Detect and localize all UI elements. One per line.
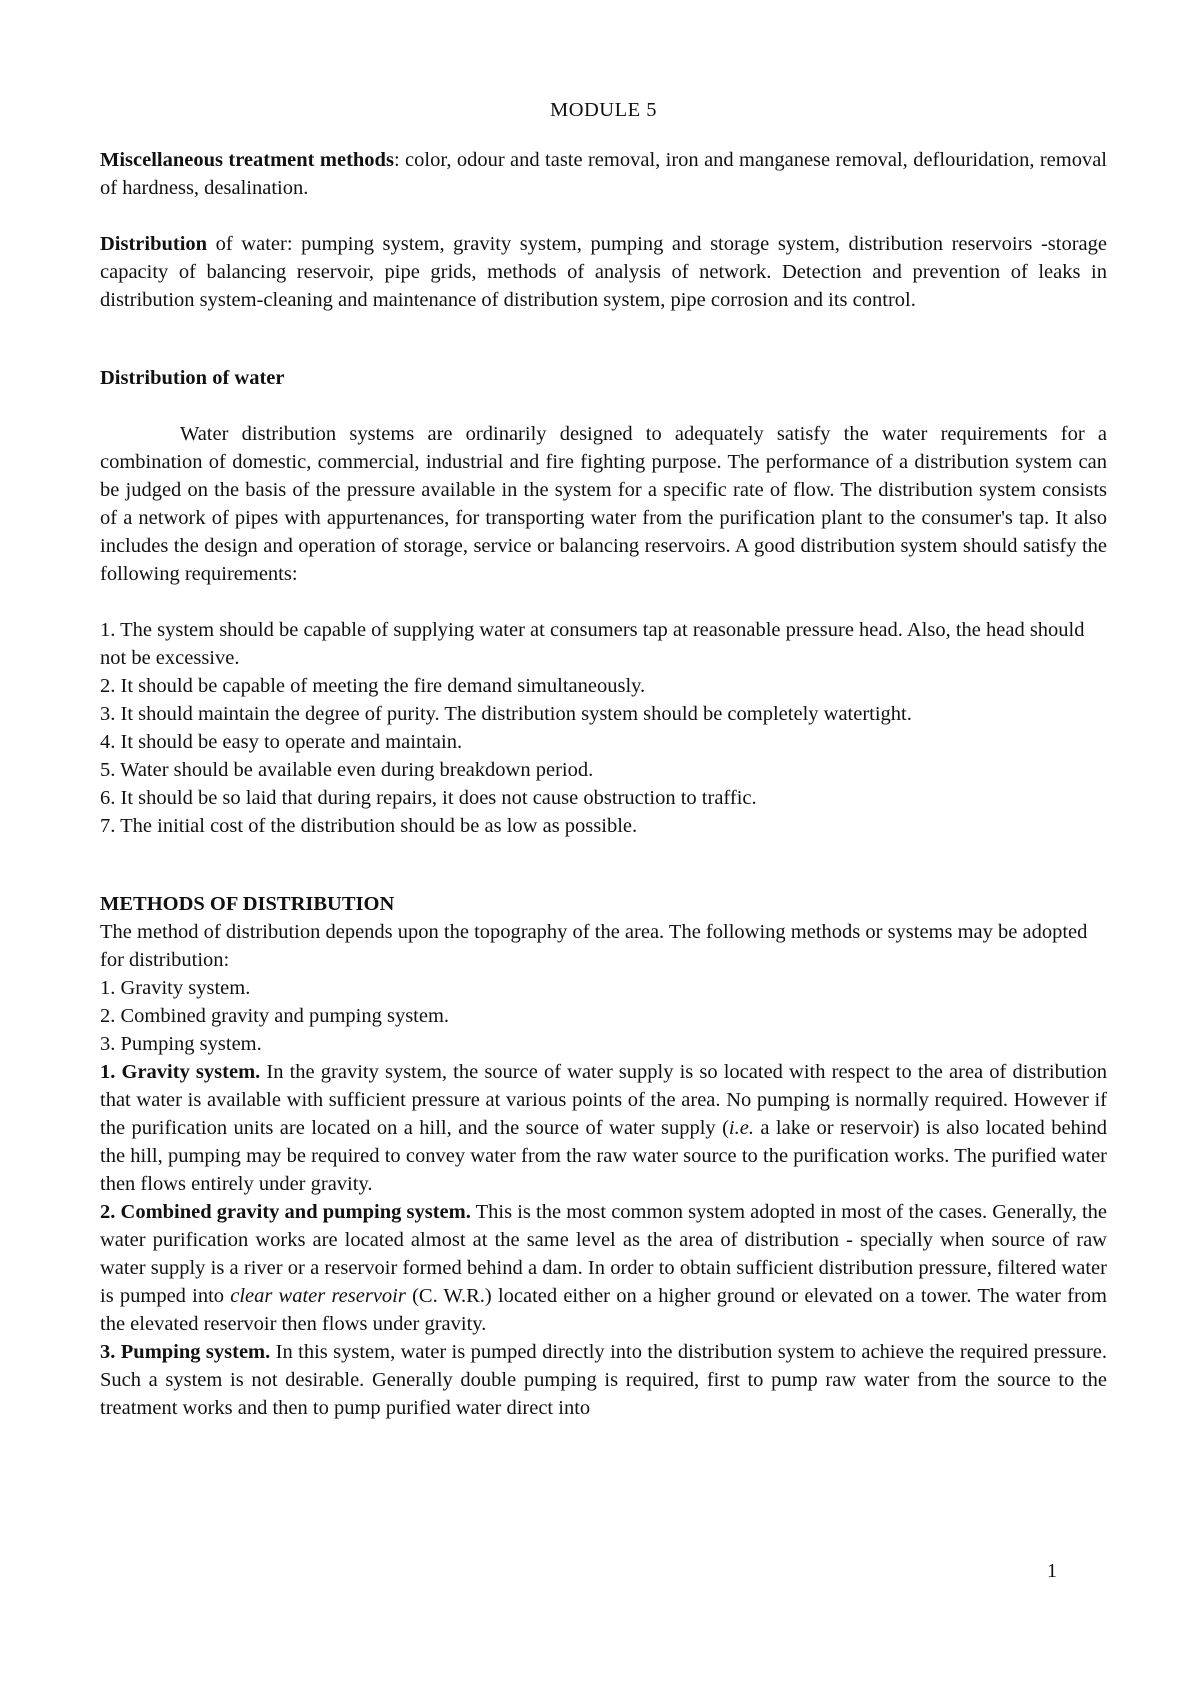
requirements-list — [100, 616, 1107, 840]
list-item: 6. It should be so laid that during repairs, it does not cause obstruction to traffic. — [100, 787, 757, 809]
list-item: 3. It should maintain the degree of purity. The distribution system should be completely watertight. — [100, 703, 912, 725]
distribution-paragraph: Water distribution systems are ordinarily designed to adequately satisfy the water requirements for a combination of domestic, commercial, industrial and fire fighting purpose. The performance of a distribution system can be judged on the basis of the pressure available in the system for a specific rate of flow. The distribution system consists of a network of pipes with appurtenances, for transporting water from the purification plant to the consumer's tap. It also includes the design and operation of storage, service or balancing reservoirs. A good distribution system should satisfy the following requirements: — [100, 423, 1107, 585]
gravity-ie: i.e. — [728, 1117, 754, 1139]
gravity-label: 1. Gravity system. — [100, 1061, 261, 1083]
combined-italic: clear water reservoir — [230, 1285, 406, 1307]
list-item: 2. Combined gravity and pumping system. — [100, 1005, 450, 1027]
gravity-text-2: a lake or reservoir) is also located behind the hill, pumping may be required to convey water from the raw water source to the purification works. The purified water then flows entirely under gravity. — [100, 1117, 1107, 1195]
list-item: 5. Water should be available even during breakdown period. — [100, 759, 594, 781]
combined-text-2: (C. W.R.) located either on a higher ground or elevated on a tower. The water from the elevated reservoir then flows under gravity. — [100, 1285, 1107, 1335]
list-item: 1. The system should be capable of supplying water at consumers tap at reasonable pressure head. Also, the head should not be excessive. — [100, 619, 1085, 669]
combined-label: 2. Combined gravity and pumping system. — [100, 1201, 471, 1223]
dist-text: of water: pumping system, gravity system, pumping and storage system, distribution reservoirs -storage capacity of balancing reservoir, pipe grids, methods of analysis of network. Detection and prevention of leaks in distribution system-cleaning and maintenance of distribution system, pipe corrosion and its control. — [100, 233, 1107, 311]
methods-intro: The method of distribution depends upon the topography of the area. The following methods or systems may be adopted for distribution: — [100, 921, 1088, 971]
misc-text: : color, odour and taste removal, iron and manganese removal, deflouridation, removal of hardness, desalination. — [100, 149, 1108, 199]
methods-heading: METHODS OF DISTRIBUTION — [100, 893, 395, 915]
document-page — [100, 96, 1107, 1422]
distribution-heading: Distribution of water — [100, 367, 285, 389]
combined-system-paragraph — [100, 1198, 1107, 1338]
list-item: 4. It should be easy to operate and maintain. — [100, 731, 463, 753]
combined-text: This is the most common system adopted in most of the cases. Generally, the water purification works are located almost at the same level as the area of distribution - specially when source of raw water supply is a river or a reservoir formed behind a dam. In order to obtain sufficient distribution pressure, filtered water is pumped into — [100, 1201, 1107, 1307]
page-title: MODULE 5 — [549, 99, 658, 121]
pumping-label: 3. Pumping system. — [100, 1341, 271, 1363]
page-number: 1 — [1047, 1560, 1057, 1582]
gravity-system-paragraph — [100, 1058, 1107, 1198]
list-item: 7. The initial cost of the distribution should be as low as possible. — [100, 815, 638, 837]
misc-label: Miscellaneous treatment methods — [100, 149, 394, 171]
pumping-system-paragraph — [100, 1338, 1107, 1422]
pumping-text: In this system, water is pumped directly into the distribution system to achieve the required pressure. Such a system is not desirable. Generally double pumping is required, first to pump raw water from the source to the treatment works and then to pump purified water direct into — [100, 1341, 1107, 1419]
dist-label: Distribution — [100, 233, 208, 255]
syllabus-misc — [100, 146, 1107, 202]
list-item: 3. Pumping system. — [100, 1033, 262, 1055]
list-item: 2. It should be capable of meeting the fire demand simultaneously. — [100, 675, 646, 697]
gravity-text: In the gravity system, the source of water supply is so located with respect to the area of distribution that water is available with sufficient pressure at various points of the area. No pumping is normally required. However if the purification units are located on a hill, and the source of water supply ( — [100, 1061, 1107, 1139]
list-item: 1. Gravity system. — [100, 977, 251, 999]
syllabus-distribution — [100, 230, 1107, 314]
